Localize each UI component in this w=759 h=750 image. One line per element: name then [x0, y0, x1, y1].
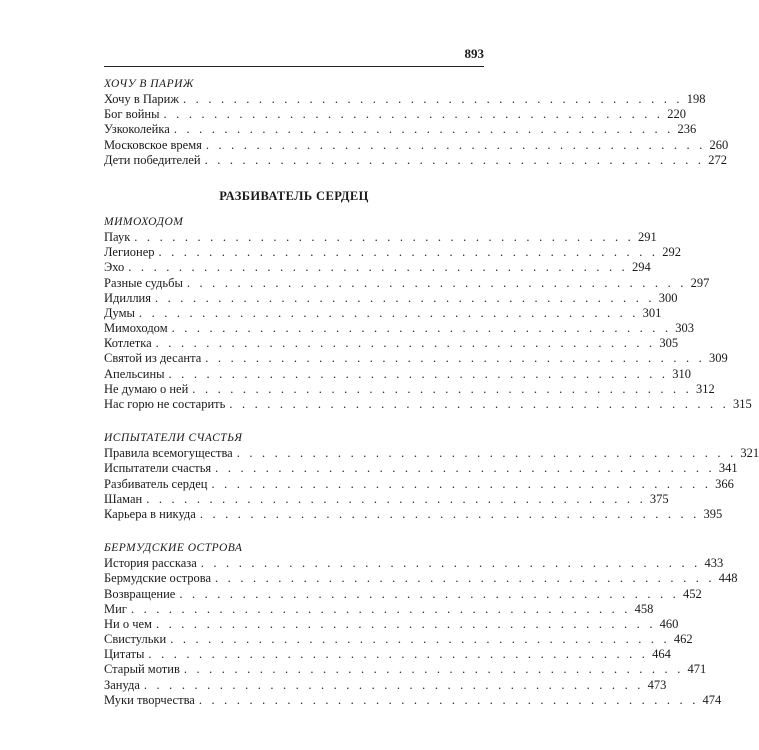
entry-title: Не думаю о ней: [104, 381, 189, 396]
header-rule: [104, 66, 484, 67]
dot-leader: . . . . . . . . . . . . . . . . . . . . . . . . . . . . . . . . . . . . . . . .: [192, 381, 692, 396]
entry-title: Старый мотив: [104, 662, 180, 677]
dot-leader: . . . . . . . . . . . . . . . . . . . . . . . . . . . . . . . . . . . . . . . .: [204, 152, 705, 167]
section-mimokhodom: [104, 214, 752, 412]
entry-title: Шаман: [104, 491, 143, 506]
toc-entry: [104, 586, 702, 602]
entry-page: 433: [704, 556, 724, 571]
toc-entry: [104, 290, 678, 306]
dot-leader: . . . . . . . . . . . . . . . . . . . . . . . . . . . . . . . . . . . . . . . .: [155, 616, 656, 631]
entry-title: Московское время: [104, 137, 202, 152]
toc-entry: [104, 601, 654, 617]
entry-page: 366: [715, 476, 734, 491]
entry-list: [104, 229, 752, 412]
dot-leader: . . . . . . . . . . . . . . . . . . . . . . . . . . . . . . . . . . . . . . . .: [183, 662, 684, 677]
dot-leader: . . . . . . . . . . . . . . . . . . . . . . . . . . . . . . . . . . . . . . . .: [199, 506, 700, 521]
toc-entry: [104, 556, 724, 571]
toc-entry: [104, 491, 669, 507]
entry-title: Думы: [104, 305, 135, 320]
entry-page: 462: [673, 632, 693, 647]
toc-entry: [104, 461, 738, 476]
section-bermudskie-ostrova: [104, 540, 738, 708]
toc-entry: [104, 397, 752, 412]
toc-entry: [104, 137, 729, 153]
entry-title: Свистульки: [104, 632, 167, 647]
entry-page: 315: [733, 397, 752, 411]
toc-entry: [104, 571, 738, 586]
dot-leader: . . . . . . . . . . . . . . . . . . . . . . . . . . . . . . . . . . . . . . . .: [229, 397, 730, 411]
entry-page: 448: [718, 571, 738, 586]
entry-title: Святой из десанта: [104, 351, 202, 366]
entry-title: Разные судьбы: [104, 275, 183, 290]
toc-entry: [104, 692, 722, 708]
entry-page: 473: [647, 677, 667, 692]
toc-entry: [104, 506, 723, 522]
entry-page: 291: [637, 229, 657, 244]
dot-leader: . . . . . . . . . . . . . . . . . . . . . . . . . . . . . . . . . . . . . . . .: [138, 305, 639, 320]
dot-leader: . . . . . . . . . . . . . . . . . . . . . . . . . . . . . . . . . . . . . . . .: [198, 692, 699, 707]
toc-entry: [104, 381, 715, 397]
section-heading: ХОЧУ В ПАРИЖ: [104, 78, 194, 90]
part-title: РАЗБИВАТЕЛЬ СЕРДЕЦ: [219, 188, 369, 203]
entry-title: Правила всемогущества: [104, 446, 233, 461]
toc-entry: [104, 677, 667, 693]
entry-title: Миг: [104, 601, 127, 616]
dot-leader: . . . . . . . . . . . . . . . . . . . . . . . . . . . . . . . . . . . . . . . .: [146, 491, 646, 506]
entry-page: 272: [708, 152, 727, 167]
entry-title: Дети победителей: [104, 152, 201, 167]
dot-leader: . . . . . . . . . . . . . . . . . . . . . . . . . . . . . . . . . . . . . . . .: [128, 260, 628, 275]
entry-page: 260: [709, 137, 729, 152]
dot-leader: . . . . . . . . . . . . . . . . . . . . . . . . . . . . . . . . . . . . . . . .: [200, 556, 701, 571]
entry-title: Идиллия: [104, 290, 151, 305]
section-khochu-v-parizh: [104, 76, 729, 168]
entry-title: Эхо: [104, 260, 125, 275]
entry-page: 395: [703, 506, 723, 521]
toc-entry: [104, 616, 679, 632]
entry-page: 471: [687, 662, 707, 677]
entry-title: Мимоходом: [104, 321, 168, 336]
toc-entry: [104, 476, 734, 492]
entry-title: Котлетка: [104, 336, 152, 351]
section-heading: ИСПЫТАТЕЛИ СЧАСТЬЯ: [104, 432, 243, 445]
dot-leader: . . . . . . . . . . . . . . . . . . . . . . . . . . . . . . . . . . . . . . . .: [205, 137, 706, 152]
dot-leader: . . . . . . . . . . . . . . . . . . . . . . . . . . . . . . . . . . . . . . . .: [186, 275, 687, 290]
toc-entry: [104, 366, 691, 382]
toc-entry: [104, 245, 681, 260]
entry-page: 321: [740, 446, 759, 461]
entry-title: Апельсины: [104, 366, 165, 381]
dot-leader: . . . . . . . . . . . . . . . . . . . . . . . . . . . . . . . . . . . . . . . .: [130, 601, 631, 616]
toc-entry: [104, 336, 679, 351]
dot-leader: . . . . . . . . . . . . . . . . . . . . . . . . . . . . . . . . . . . . . . . .: [211, 476, 712, 491]
entry-page: 460: [659, 616, 679, 631]
entry-page: 341: [718, 461, 738, 476]
toc-entry: [104, 351, 728, 366]
entry-title: Хочу в Париж: [104, 92, 180, 106]
dot-leader: . . . . . . . . . . . . . . . . . . . . . . . . . . . . . . . . . . . . . . . .: [215, 571, 715, 586]
entry-title: Узкоколейка: [104, 122, 170, 137]
entry-list: [104, 556, 738, 708]
entry-page: 305: [659, 336, 679, 351]
entry-page: 452: [683, 586, 702, 601]
entry-page: 300: [658, 290, 678, 305]
entry-page: 301: [642, 305, 662, 320]
section-ispytateli-schastya: [104, 430, 759, 522]
entry-title: Ни о чем: [104, 616, 152, 631]
entry-page: 312: [695, 381, 715, 396]
entry-page: 220: [667, 107, 686, 122]
dot-leader: . . . . . . . . . . . . . . . . . . . . . . . . . . . . . . . . . . . . . . . .: [155, 290, 655, 305]
entry-page: 375: [649, 491, 669, 506]
dot-leader: . . . . . . . . . . . . . . . . . . . . . . . . . . . . . . . . . . . . . . . .: [170, 632, 670, 647]
table-of-contents: [104, 76, 759, 726]
entry-list: [104, 92, 729, 168]
entry-title: Карьера в никуда: [104, 506, 196, 521]
toc-entry: [104, 321, 695, 336]
page-number: 893: [464, 46, 484, 61]
dot-leader: . . . . . . . . . . . . . . . . . . . . . . . . . . . . . . . . . . . . . . . .: [171, 321, 672, 336]
dot-leader: . . . . . . . . . . . . . . . . . . . . . . . . . . . . . . . . . . . . . . . .: [173, 122, 674, 137]
entry-title: Бермудские острова: [104, 571, 212, 586]
entry-list: [104, 446, 759, 522]
dot-leader: . . . . . . . . . . . . . . . . . . . . . . . . . . . . . . . . . . . . . . . .: [168, 366, 669, 381]
entry-title: Муки творчества: [104, 692, 195, 707]
entry-title: Паук: [104, 229, 131, 244]
dot-leader: . . . . . . . . . . . . . . . . . . . . . . . . . . . . . . . . . . . . . . . .: [148, 647, 649, 662]
toc-entry: [104, 152, 727, 168]
toc-entry: [104, 275, 710, 291]
entry-page: 464: [652, 647, 671, 662]
entry-page: 292: [662, 245, 681, 260]
dot-leader: . . . . . . . . . . . . . . . . . . . . . . . . . . . . . . . . . . . . . . . .: [183, 92, 683, 106]
toc-entry: [104, 662, 707, 677]
entry-page: 474: [702, 692, 722, 707]
dot-leader: . . . . . . . . . . . . . . . . . . . . . . . . . . . . . . . . . . . . . . . .: [236, 446, 737, 461]
entry-title: Испытатели счастья: [104, 461, 212, 476]
entry-title: Цитаты: [104, 647, 145, 662]
dot-leader: . . . . . . . . . . . . . . . . . . . . . . . . . . . . . . . . . . . . . . . .: [215, 461, 715, 476]
section-heading: БЕРМУДСКИЕ ОСТРОВА: [104, 542, 243, 555]
toc-entry: [104, 122, 697, 137]
entry-page: 294: [631, 260, 651, 275]
entry-title: Возвращение: [104, 586, 176, 601]
dot-leader: . . . . . . . . . . . . . . . . . . . . . . . . . . . . . . . . . . . . . . . .: [205, 351, 705, 366]
toc-entry: [104, 305, 662, 321]
entry-page: 310: [672, 366, 691, 381]
entry-title: Нас горю не состарить: [104, 397, 226, 411]
entry-page: 458: [634, 601, 654, 616]
toc-entry: [104, 647, 671, 662]
entry-page: 303: [675, 321, 695, 336]
toc-entry: [104, 632, 693, 647]
entry-title: Легионер: [104, 245, 155, 260]
dot-leader: . . . . . . . . . . . . . . . . . . . . . . . . . . . . . . . . . . . . . . . .: [179, 586, 680, 601]
toc-entry: [104, 229, 657, 245]
entry-page: 198: [686, 92, 706, 106]
toc-entry: [104, 260, 651, 275]
toc-entry: [104, 107, 686, 122]
entry-page: 236: [677, 122, 697, 137]
dot-leader: . . . . . . . . . . . . . . . . . . . . . . . . . . . . . . . . . . . . . . . .: [155, 336, 656, 351]
dot-leader: . . . . . . . . . . . . . . . . . . . . . . . . . . . . . . . . . . . . . . . .: [158, 245, 659, 260]
entry-page: 309: [708, 351, 728, 366]
entry-page: 297: [690, 275, 710, 290]
dot-leader: . . . . . . . . . . . . . . . . . . . . . . . . . . . . . . . . . . . . . . . .: [143, 677, 644, 692]
entry-title: Бог войны: [104, 107, 160, 122]
dot-leader: . . . . . . . . . . . . . . . . . . . . . . . . . . . . . . . . . . . . . . . .: [134, 229, 634, 244]
section-heading: МИМОХОДОМ: [104, 215, 184, 228]
toc-entry: [104, 446, 759, 461]
entry-title: Зануда: [104, 677, 140, 692]
entry-title: История рассказа: [104, 556, 197, 571]
toc-entry: [104, 92, 706, 107]
dot-leader: . . . . . . . . . . . . . . . . . . . . . . . . . . . . . . . . . . . . . . . .: [163, 107, 664, 122]
spacer: [104, 206, 484, 214]
entry-title: Разбиватель сердец: [104, 476, 208, 491]
